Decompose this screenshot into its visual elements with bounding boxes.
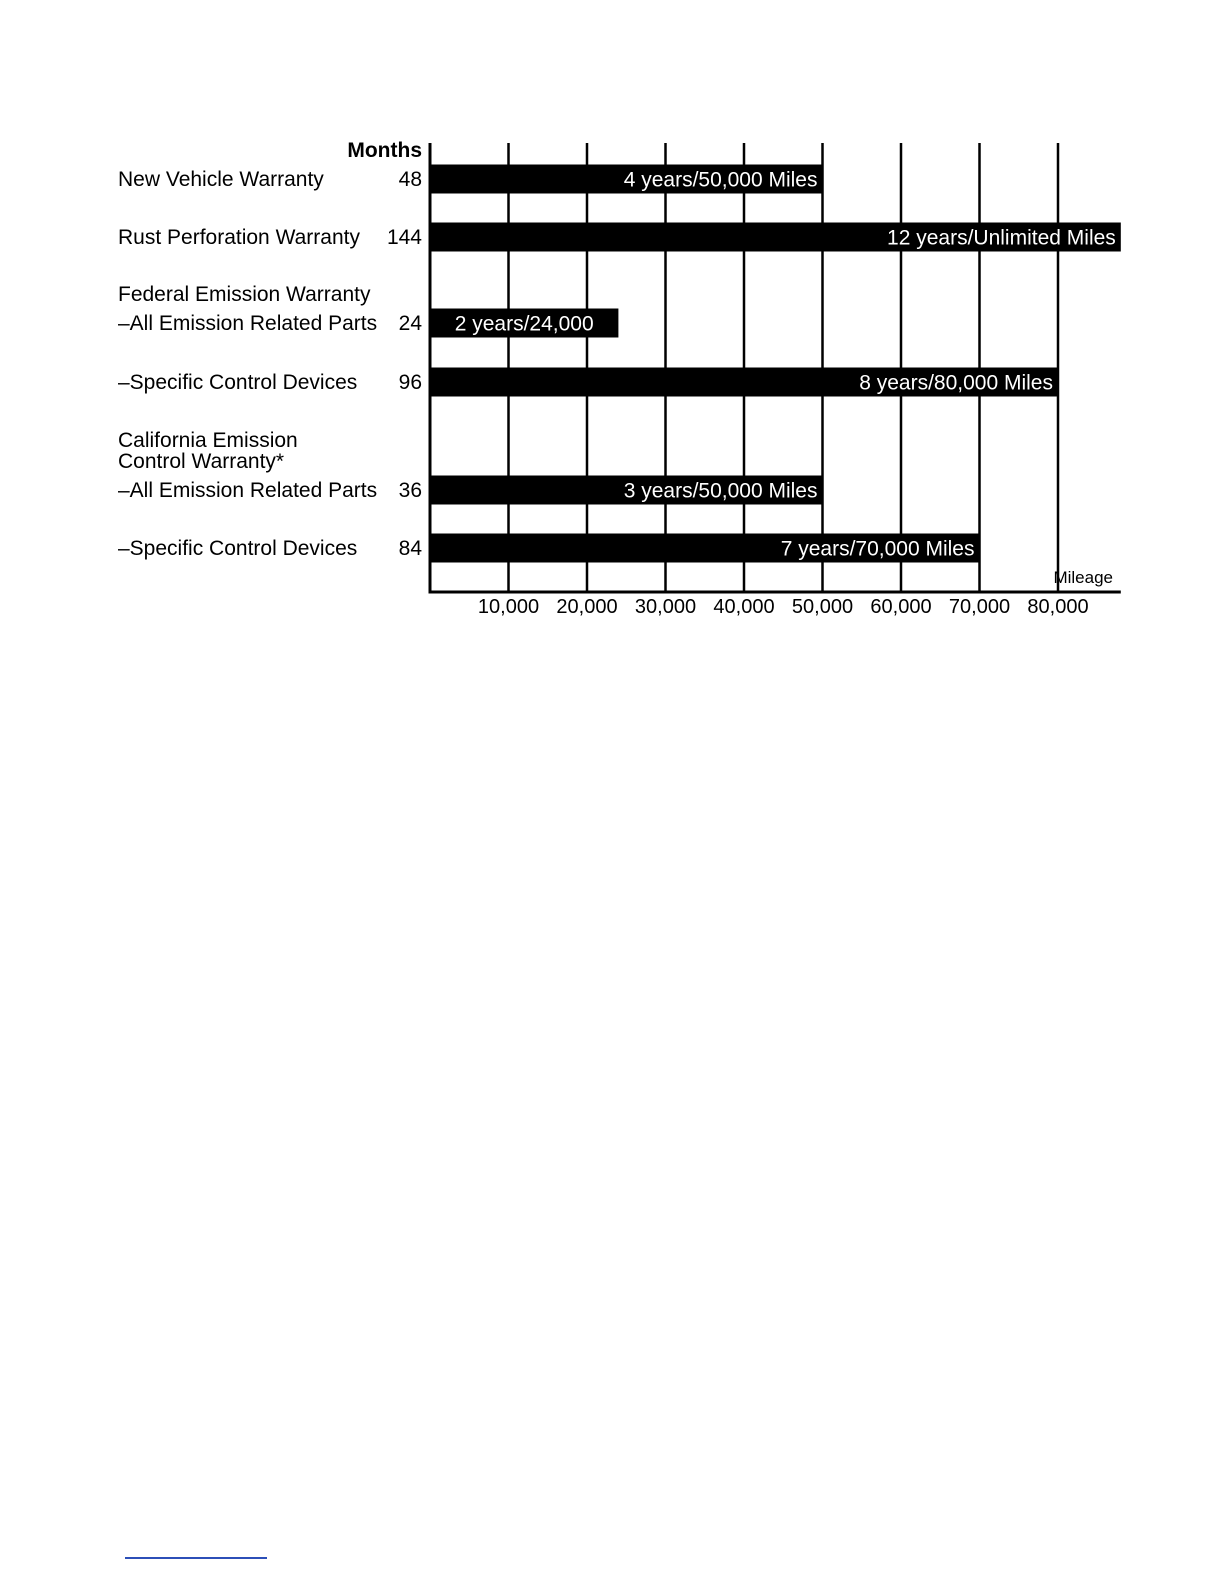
months-value: 24 xyxy=(398,312,422,335)
x-tick-label: 70,000 xyxy=(948,596,1011,618)
x-axis-label: Mileage xyxy=(1053,568,1113,587)
group-heading: California Emission xyxy=(118,429,298,452)
bar-data-label: 8 years/80,000 Miles xyxy=(859,371,1053,395)
row-labels xyxy=(118,168,422,560)
row-label: –Specific Control Devices xyxy=(118,371,358,394)
bar-data-label: 2 years/24,000 xyxy=(454,312,594,336)
bar-data-label: 12 years/Unlimited Miles xyxy=(887,226,1116,250)
axes xyxy=(347,139,1120,592)
row-label: –All Emission Related Parts xyxy=(118,479,378,502)
row-label: Rust Perforation Warranty xyxy=(118,226,360,249)
x-tick-label: 80,000 xyxy=(1027,596,1089,618)
footer-rule xyxy=(125,1557,267,1559)
x-tick-label: 50,000 xyxy=(791,596,854,618)
bar-data-label: 4 years/50,000 Miles xyxy=(623,168,818,192)
group-heading: Control Warranty* xyxy=(118,450,285,473)
x-tick-label: 10,000 xyxy=(477,596,540,618)
bar-data-label: 3 years/50,000 Miles xyxy=(623,479,818,503)
x-tick-label: 40,000 xyxy=(713,596,775,618)
x-tick-labels xyxy=(478,596,1089,618)
row-label: –All Emission Related Parts xyxy=(118,312,378,335)
bars xyxy=(430,165,1121,563)
row-label: New Vehicle Warranty xyxy=(118,168,324,191)
months-value: 84 xyxy=(398,537,422,560)
months-value: 48 xyxy=(398,168,422,191)
months-value: 144 xyxy=(386,226,422,249)
x-tick-label: 30,000 xyxy=(634,596,697,618)
months-value: 96 xyxy=(398,371,422,394)
row-label: –Specific Control Devices xyxy=(118,537,358,560)
months-value: 36 xyxy=(398,479,422,502)
x-tick-label: 20,000 xyxy=(556,596,618,618)
x-tick-label: 60,000 xyxy=(870,596,932,618)
group-heading: Federal Emission Warranty xyxy=(118,283,371,306)
months-header: Months xyxy=(347,139,422,162)
bar-data-label: 7 years/70,000 Miles xyxy=(780,537,975,561)
